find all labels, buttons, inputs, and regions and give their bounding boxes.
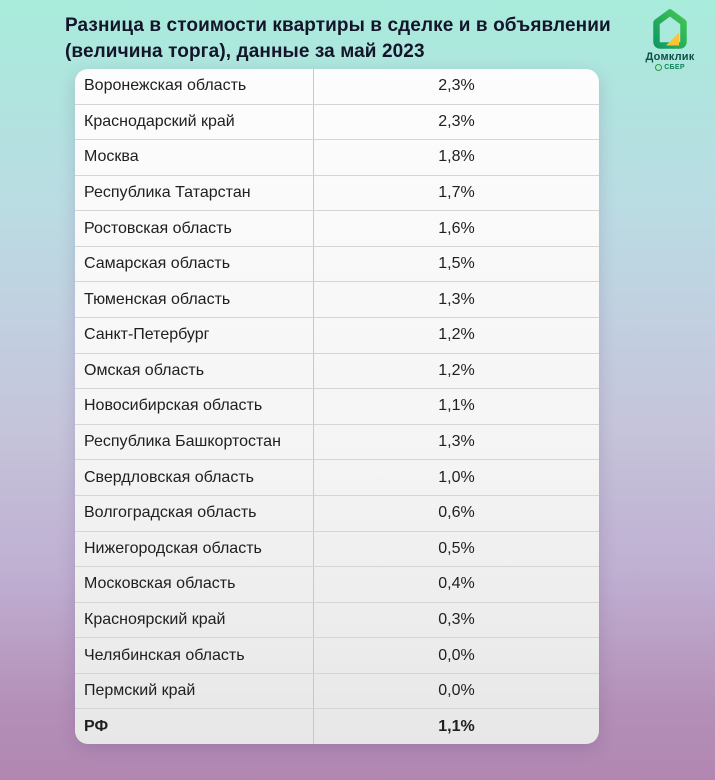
region-cell: Красноярский край [84,610,226,628]
region-cell: Нижегородская область [84,539,262,557]
table-row [75,673,599,709]
logo-subbrand [655,64,685,71]
table-row [75,210,599,246]
sber-text: СБЕР [664,64,685,71]
value-cell: 1,2% [313,318,599,353]
page-title-line1: Разница в стоимости квартиры в сделке и в объявлении [65,15,611,36]
value-cell: 2,3% [313,105,599,140]
house-icon [652,9,688,49]
table-row [75,531,599,567]
value-cell: 2,3% [313,69,599,104]
table-row [75,281,599,317]
value-cell: 1,1% [313,389,599,424]
region-cell: Ростовская область [84,219,232,237]
value-cell: 0,4% [313,567,599,602]
region-cell: Воронежская область [84,77,247,95]
table-row [75,495,599,531]
region-cell: Челябинская область [84,646,245,664]
value-cell: 1,2% [313,354,599,389]
table-row [75,139,599,175]
value-cell: 1,7% [313,176,599,211]
region-cell: Омская область [84,361,205,379]
value-cell: 1,6% [313,211,599,246]
page-title [65,13,611,65]
region-cell: Тюменская область [84,290,231,308]
region-cell: Республика Татарстан [84,184,251,202]
value-cell: 1,8% [313,140,599,175]
region-cell: РФ [84,717,109,735]
table-row [75,317,599,353]
region-cell: Санкт-Петербург [84,326,210,344]
table-row [75,602,599,638]
table-row [75,69,599,104]
value-cell: 0,5% [313,532,599,567]
logo-brand-text: Домклик [645,51,695,63]
region-cell: Волгоградская область [84,504,257,522]
region-cell: Пермский край [84,682,196,700]
value-cell: 1,3% [313,425,599,460]
sber-circle-icon [655,64,662,71]
table-row [75,175,599,211]
region-cell: Московская область [84,575,236,593]
table-row [75,708,599,744]
page-title-line2: (величина торга), данные за май 2023 [65,41,425,62]
table-row [75,246,599,282]
value-cell: 0,0% [313,674,599,709]
table-row [75,388,599,424]
value-cell: 0,0% [313,638,599,673]
region-cell: Москва [84,148,139,166]
data-table [75,69,599,744]
table-row [75,459,599,495]
value-cell: 1,0% [313,460,599,495]
region-cell: Новосибирская область [84,397,263,415]
value-cell: 1,5% [313,247,599,282]
region-cell: Республика Башкортостан [84,433,281,451]
region-cell: Свердловская область [84,468,254,486]
table-row [75,424,599,460]
table-row [75,353,599,389]
table-row [75,566,599,602]
region-cell: Самарская область [84,255,231,273]
domclick-logo [630,9,710,71]
region-cell: Краснодарский край [84,112,235,130]
value-cell: 1,3% [313,282,599,317]
value-cell: 0,6% [313,496,599,531]
table-row [75,104,599,140]
value-cell: 1,1% [313,709,599,744]
table-row [75,637,599,673]
value-cell: 0,3% [313,603,599,638]
